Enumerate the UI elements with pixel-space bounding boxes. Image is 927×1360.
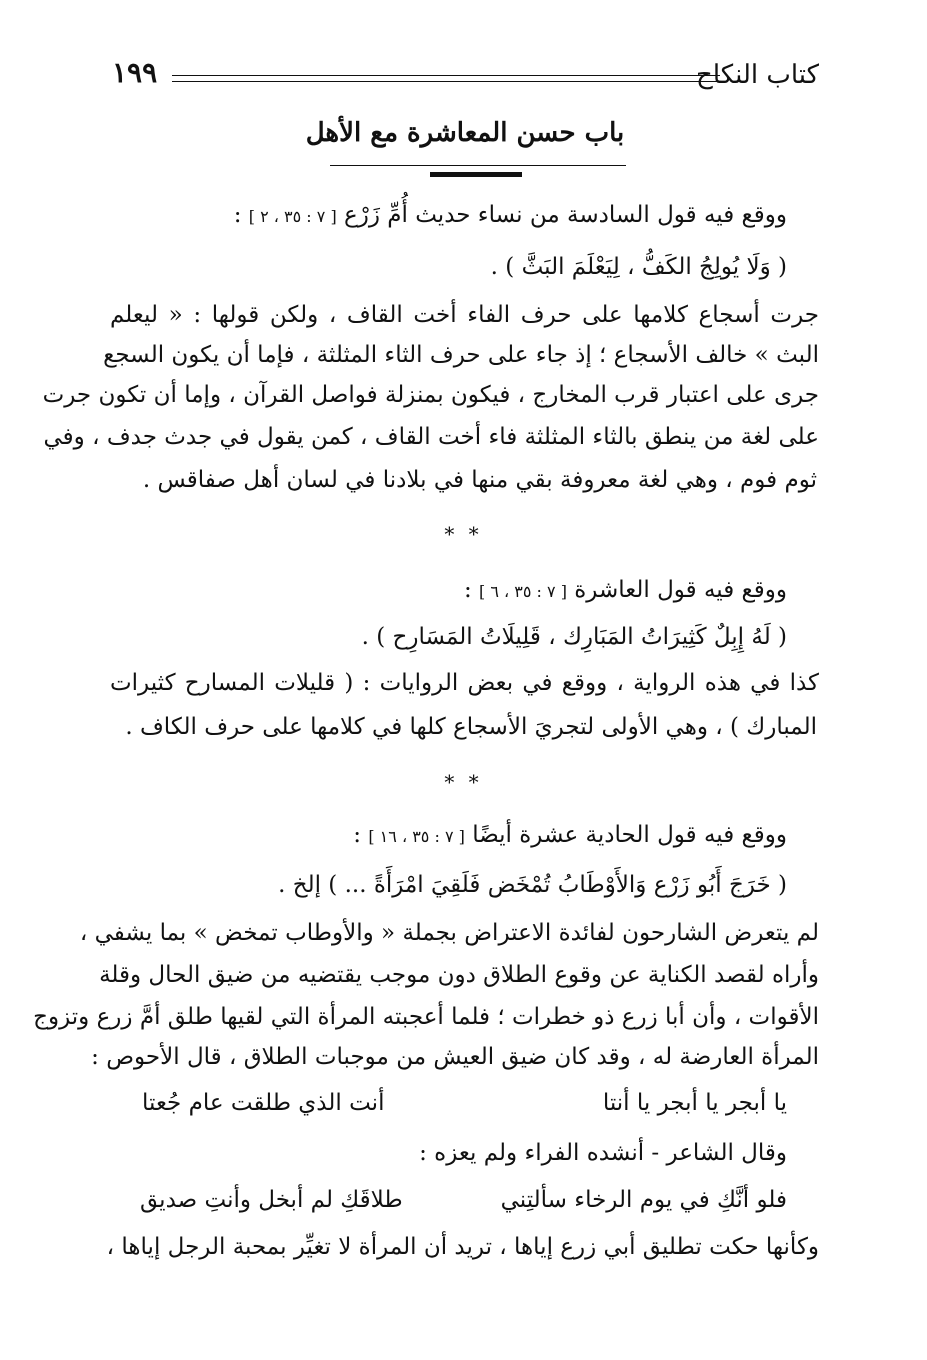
verse-second-hemistich: طلاقَكِ لم أبخل وأنتِ صديق: [140, 1187, 403, 1213]
paragraph-line: لم يتعرض الشارحون لفائدة الاعتراض بجملة « والأوطاب تمخض » بما يشفي ،: [79, 920, 819, 946]
hadith-quote: ( وَلَا يُولِجُ الكَفُّ ، لِيَعْلَمَ البَثَّ ) .: [490, 254, 787, 280]
paragraph-line: جرت أسجاع كلامها على حرف الفاء أخت القاف ، ولكن قولها : « ليعلم: [110, 302, 819, 328]
hadith-quote: ( خَرَجَ أَبُو زَرْع وَالأَوْطَابُ تُمْخَض فَلَقِيَ امْرَأَةً ... ) إلخ .: [278, 872, 787, 898]
reference: [ ٧ : ٣٥ ، ٢ ]: [248, 207, 337, 226]
paragraph-line: المرأة العارضة له ، وقد كان ضيق العيش من موجبات الطلاق ، قال الأحوص :: [91, 1044, 819, 1070]
paragraph-line: الأقوات ، وأن أبا زرع ذو خطرات ؛ فلما أعجبته المرأة التي لقيها طلق أمَّ زرع وتزوج: [33, 1004, 819, 1030]
section-separator: * *: [444, 770, 483, 794]
verse-first-hemistich: فلو أنَّكِ في يوم الرخاء سألتِني: [500, 1187, 787, 1213]
chapter-title-underline: [330, 165, 626, 166]
paragraph-line: على لغة من ينطق بالثاء المثلثة فاء أخت القاف ، كمن يقول في جدث جدف ، وفي: [43, 424, 819, 450]
reference: [ ٧ : ٣٥ ، ١٦ ]: [368, 827, 465, 846]
paragraph-line: وقال الشاعر - أنشده الفراء ولم يعزه :: [419, 1140, 787, 1166]
section-separator: * *: [444, 522, 483, 546]
header-rule: [172, 81, 720, 82]
paragraph-line: وأراه لقصد الكناية عن وقوع الطلاق دون موجب يقتضيه من ضيق الحال وقلة: [99, 962, 819, 988]
hadith-quote: ( لَهُ إِبِلٌ كَثِيرَاتُ المَبَارِك ، قَلِيلَاتُ المَسَارِح ) .: [361, 624, 787, 650]
paragraph-line: ثوم فوم ، وهي لغة معروفة بقي منها في بلادنا في لسان أهل صفاقس .: [142, 467, 817, 493]
paragraph-line: كذا في هذه الرواية ، ووقع في بعض الروايات : ( قليلات المسارح كثيرات: [110, 670, 819, 696]
running-header-title: كتاب النكاح: [696, 60, 819, 90]
chapter-title: باب حسن المعاشرة مع الأهل: [305, 118, 625, 148]
paragraph-line: البث » خالف الأسجاع ؛ إذ جاء على حرف الثاء المثلثة ، فإما أن يكون السجع: [103, 342, 819, 368]
paragraph-line: المبارك ) ، وهي الأولى لتجريَ الأسجاع كلها في كلامها على حرف الكاف .: [125, 714, 817, 740]
chapter-title-bar: [430, 172, 522, 177]
section-intro: ووقع فيه قول السادسة من نساء حديث أُمِّ زَرْع [ ٧ : ٣٥ ، ٢ ] :: [233, 202, 787, 228]
paragraph-line: وكأنها حكت تطليق أبي زرع إياها ، تريد أن المرأة لا تغيِّر بمحبة الرجل إياها ،: [106, 1234, 819, 1260]
reference: [ ٧ : ٣٥ ، ٦ ]: [479, 582, 567, 601]
paragraph-line: جرى على اعتبار قرب المخارج ، فيكون بمنزلة فواصل القرآن ، وإما أن تكون جرت: [42, 382, 819, 408]
page-number: ١٩٩: [112, 56, 158, 89]
verse-second-hemistich: أنت الذي طلقت عام جُعتا: [142, 1090, 385, 1116]
header-rule: [172, 75, 720, 76]
section-intro: ووقع فيه قول الحادية عشرة أيضًا [ ٧ : ٣٥ ، ١٦ ] :: [353, 822, 787, 848]
verse-first-hemistich: يا أبجر يا أبجر يا أنتا: [602, 1090, 787, 1116]
section-intro: ووقع فيه قول العاشرة [ ٧ : ٣٥ ، ٦ ] :: [463, 577, 787, 603]
